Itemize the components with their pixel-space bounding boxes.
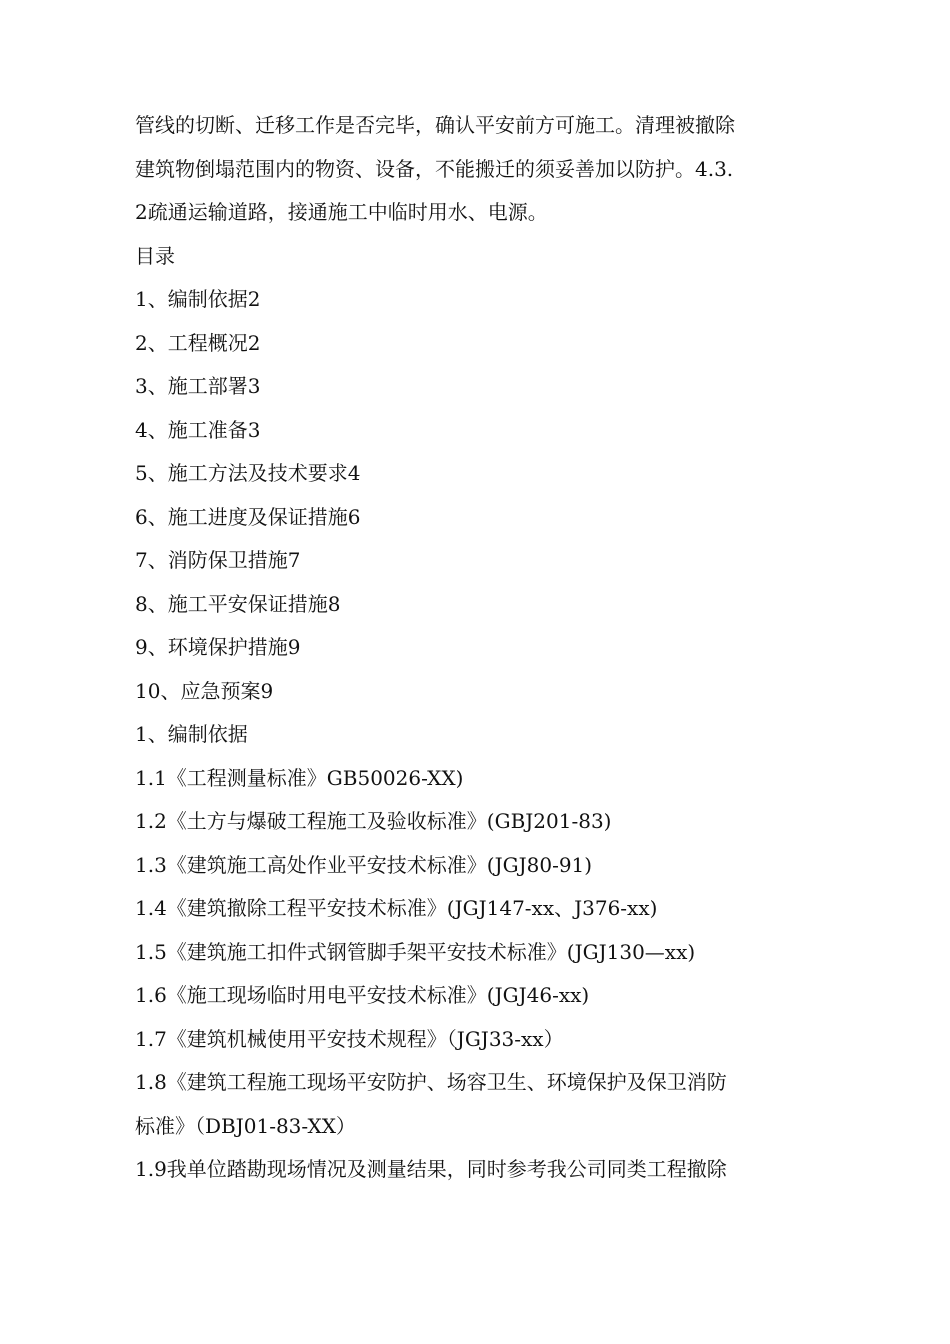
toc-item: 5、施工方法及技术要求4 [135,461,361,485]
document-page [135,104,815,1192]
toc-item: 10、应急预案9 [135,678,274,703]
basis-item: 1.9我单位踏勘现场情况及测量结果，同时参考我公司同类工程撤除 [135,1157,727,1181]
basis-item: 1.4《建筑撤除工程平安技术标准》(JGJ147-xx、J376-xx) [135,896,658,920]
basis-item: 1.8《建筑工程施工现场平安防护、场容卫生、环境保护及保卫消防 [135,1070,727,1094]
basis-item: 1.7《建筑机械使用平安技术规程》（JGJ33-xx） [135,1026,564,1051]
basis-item: 1.3《建筑施工高处作业平安技术标准》(JGJ80-91) [135,852,593,877]
toc-item: 8、施工平安保证措施8 [135,591,341,616]
basis-item: 1.1《工程测量标准》GB50026-XX) [135,765,464,790]
section-heading: 1、编制依据 [135,722,248,746]
toc-item: 9、环境保护措施9 [135,635,301,659]
toc-item: 1、编制依据2 [135,287,261,311]
basis-item: 标准》（DBJ01-83-XX） [135,1113,356,1138]
toc-item: 2、工程概况2 [135,330,261,355]
basis-item: 1.2《土方与爆破工程施工及验收标准》(GBJ201-83) [135,809,612,833]
toc-item: 6、施工进度及保证措施6 [135,504,361,529]
body-text-line: 建筑物倒塌范围内的物资、设备，不能搬迁的须妥善加以防护。4.3. [135,156,734,181]
toc-item: 4、施工准备3 [135,417,261,442]
body-text-line: 2疏通运输道路，接通施工中临时用水、电源。 [135,200,548,224]
body-text-line: 管线的切断、迁移工作是否完毕，确认平安前方可施工。清理被撤除 [135,113,735,137]
basis-item: 1.6《施工现场临时用电平安技术标准》(JGJ46-xx) [135,983,590,1007]
toc-title: 目录 [135,243,175,268]
toc-item: 7、消防保卫措施7 [135,548,301,572]
basis-item: 1.5《建筑施工扣件式钢管脚手架平安技术标准》(JGJ130—xx) [135,939,696,964]
toc-item: 3、施工部署3 [135,374,261,398]
